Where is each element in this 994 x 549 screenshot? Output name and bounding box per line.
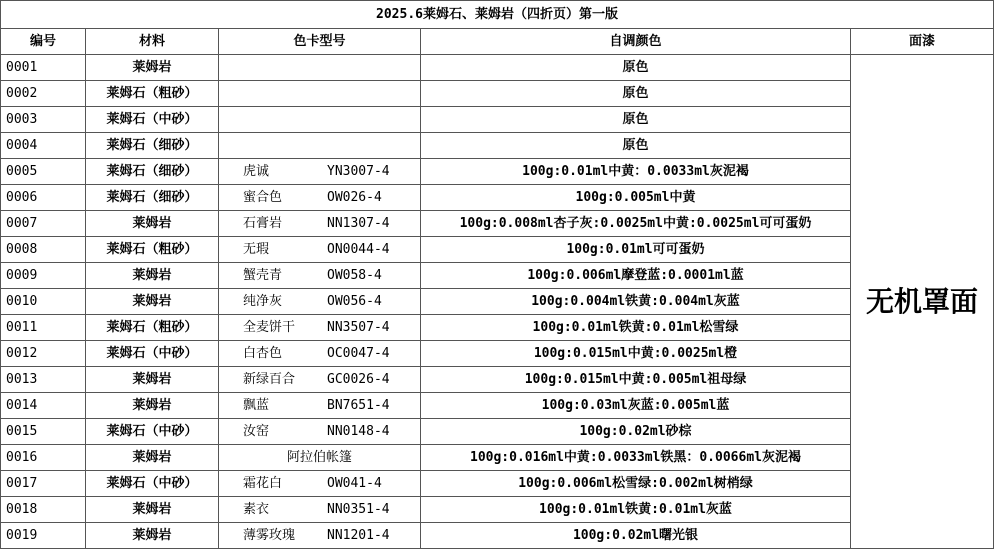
cell-material: 莱姆岩: [86, 55, 219, 81]
cell-material: 莱姆石（粗砂）: [86, 315, 219, 341]
table-row: [1, 81, 994, 107]
cell-material: 莱姆石（中砂）: [86, 107, 219, 133]
cell-color-card: [219, 419, 421, 445]
cell-number: 0001: [1, 55, 86, 81]
cell-custom-mix: 100g:0.016ml中黄:0.0033ml铁黑：0.0066ml灰泥褐: [421, 445, 851, 471]
color-card-name: 霜花白: [243, 476, 283, 491]
cell-color-card: [219, 315, 421, 341]
cell-color-card: [219, 133, 421, 159]
color-card-code: OW058-4: [327, 268, 382, 283]
color-card-name: 汝窑: [243, 424, 270, 439]
cell-material: 莱姆石（细砂）: [86, 159, 219, 185]
cell-material: 莱姆岩: [86, 497, 219, 523]
cell-number: 0003: [1, 107, 86, 133]
cell-number: 0013: [1, 367, 86, 393]
cell-color-card: [219, 159, 421, 185]
color-card-code: OW041-4: [327, 476, 382, 491]
color-card-code: OW056-4: [327, 294, 382, 309]
cell-number: 0014: [1, 393, 86, 419]
table-row: [1, 55, 994, 81]
cell-material: 莱姆石（细砂）: [86, 185, 219, 211]
cell-custom-mix: 100g:0.01ml铁黄:0.01ml松雪绿: [421, 315, 851, 341]
color-card-code: NN1307-4: [327, 216, 390, 231]
cell-material: 莱姆岩: [86, 211, 219, 237]
cell-color-card: [219, 523, 421, 549]
color-card-name: 石膏岩: [243, 216, 283, 231]
cell-material: 莱姆石（粗砂）: [86, 81, 219, 107]
cell-color-card: [219, 185, 421, 211]
cell-material: 莱姆岩: [86, 445, 219, 471]
color-card-code: BN7651-4: [327, 398, 390, 413]
table-row: [1, 497, 994, 523]
table-row: [1, 185, 994, 211]
cell-material: 莱姆岩: [86, 289, 219, 315]
cell-custom-mix: 100g:0.005ml中黄: [421, 185, 851, 211]
cell-custom-mix: 100g:0.015ml中黄:0.0025ml橙: [421, 341, 851, 367]
cell-number: 0015: [1, 419, 86, 445]
color-card-code: OW026-4: [327, 190, 382, 205]
cell-number: 0012: [1, 341, 86, 367]
cell-color-card: [219, 471, 421, 497]
cell-color-card: [219, 445, 421, 471]
color-card-name: 无瑕: [243, 242, 270, 257]
color-card-code: NN0148-4: [327, 424, 390, 439]
table-row: [1, 367, 994, 393]
cell-number: 0019: [1, 523, 86, 549]
cell-material: 莱姆石（粗砂）: [86, 237, 219, 263]
table-row: [1, 263, 994, 289]
table-title: 2025.6莱姆石、莱姆岩（四折页）第一版: [1, 1, 994, 29]
color-card-name: 阿拉伯帐篷: [286, 450, 352, 465]
cell-custom-mix: 100g:0.02ml曙光银: [421, 523, 851, 549]
header-row: [1, 29, 994, 55]
color-card-code: OC0047-4: [327, 346, 390, 361]
color-card-name: 蟹壳青: [243, 268, 283, 283]
cell-material: 莱姆石（中砂）: [86, 471, 219, 497]
header-finish: 面漆: [851, 29, 994, 55]
cell-material: 莱姆石（细砂）: [86, 133, 219, 159]
cell-color-card: [219, 81, 421, 107]
cell-custom-mix: 100g:0.006ml松雪绿:0.002ml树梢绿: [421, 471, 851, 497]
table-row: [1, 289, 994, 315]
cell-material: 莱姆石（中砂）: [86, 419, 219, 445]
table-row: [1, 133, 994, 159]
table-row: [1, 393, 994, 419]
color-card-name: 纯净灰: [243, 294, 283, 309]
cell-number: 0007: [1, 211, 86, 237]
cell-number: 0016: [1, 445, 86, 471]
cell-color-card: [219, 497, 421, 523]
cell-material: 莱姆石（中砂）: [86, 341, 219, 367]
title-row: [1, 1, 994, 29]
table-row: [1, 471, 994, 497]
header-color-card: 色卡型号: [219, 29, 421, 55]
color-card-name: 白杏色: [243, 346, 283, 361]
cell-custom-mix: 100g:0.01ml可可蛋奶: [421, 237, 851, 263]
color-card-name: 虎诚: [243, 164, 270, 179]
cell-color-card: [219, 55, 421, 81]
color-card-name: 飘蓝: [243, 398, 270, 413]
color-card-code: ON0044-4: [327, 242, 390, 257]
cell-color-card: [219, 367, 421, 393]
cell-custom-mix: 100g:0.006ml摩登蓝:0.0001ml蓝: [421, 263, 851, 289]
table-row: [1, 315, 994, 341]
color-card-name: 蜜合色: [243, 190, 283, 205]
cell-color-card: [219, 289, 421, 315]
table-row: [1, 419, 994, 445]
cell-material: 莱姆岩: [86, 263, 219, 289]
cell-custom-mix: 100g:0.02ml砂棕: [421, 419, 851, 445]
cell-custom-mix: 100g:0.01ml中黄：0.0033ml灰泥褐: [421, 159, 851, 185]
color-card-code: GC0026-4: [327, 372, 390, 387]
cell-custom-mix: 100g:0.015ml中黄:0.005ml祖母绿: [421, 367, 851, 393]
cell-number: 0009: [1, 263, 86, 289]
table-row: [1, 237, 994, 263]
table-row: [1, 523, 994, 549]
cell-finish: 无机罩面: [851, 55, 994, 549]
color-card-name: 新绿百合: [243, 372, 296, 387]
cell-color-card: [219, 393, 421, 419]
cell-custom-mix: 100g:0.03ml灰蓝:0.005ml蓝: [421, 393, 851, 419]
color-card-code: NN3507-4: [327, 320, 390, 335]
color-card-name: 全麦饼干: [243, 320, 296, 335]
cell-custom-mix: 原色: [421, 133, 851, 159]
cell-number: 0004: [1, 133, 86, 159]
header-custom-mix: 自调颜色: [421, 29, 851, 55]
color-card-code: NN0351-4: [327, 502, 390, 517]
cell-number: 0010: [1, 289, 86, 315]
cell-color-card: [219, 211, 421, 237]
cell-number: 0005: [1, 159, 86, 185]
cell-custom-mix: 100g:0.008ml杏子灰:0.0025ml中黄:0.0025ml可可蛋奶: [421, 211, 851, 237]
cell-number: 0018: [1, 497, 86, 523]
cell-custom-mix: 原色: [421, 81, 851, 107]
header-number: 编号: [1, 29, 86, 55]
cell-number: 0002: [1, 81, 86, 107]
cell-material: 莱姆岩: [86, 523, 219, 549]
color-card-code: NN1201-4: [327, 528, 390, 543]
table-row: [1, 341, 994, 367]
table-row: [1, 159, 994, 185]
table-row: [1, 107, 994, 133]
cell-color-card: [219, 341, 421, 367]
cell-material: 莱姆岩: [86, 367, 219, 393]
cell-custom-mix: 原色: [421, 107, 851, 133]
cell-custom-mix: 原色: [421, 55, 851, 81]
cell-custom-mix: 100g:0.01ml铁黄:0.01ml灰蓝: [421, 497, 851, 523]
color-card-name: 素衣: [243, 502, 270, 517]
cell-number: 0017: [1, 471, 86, 497]
cell-color-card: [219, 107, 421, 133]
cell-color-card: [219, 237, 421, 263]
cell-number: 0006: [1, 185, 86, 211]
cell-custom-mix: 100g:0.004ml铁黄:0.004ml灰蓝: [421, 289, 851, 315]
cell-material: 莱姆岩: [86, 393, 219, 419]
color-card-name: 薄雾玫瑰: [243, 528, 296, 543]
table-row: [1, 445, 994, 471]
cell-color-card: [219, 263, 421, 289]
cell-number: 0011: [1, 315, 86, 341]
table-row: [1, 211, 994, 237]
cell-number: 0008: [1, 237, 86, 263]
color-card-code: YN3007-4: [327, 164, 390, 179]
header-material: 材料: [86, 29, 219, 55]
